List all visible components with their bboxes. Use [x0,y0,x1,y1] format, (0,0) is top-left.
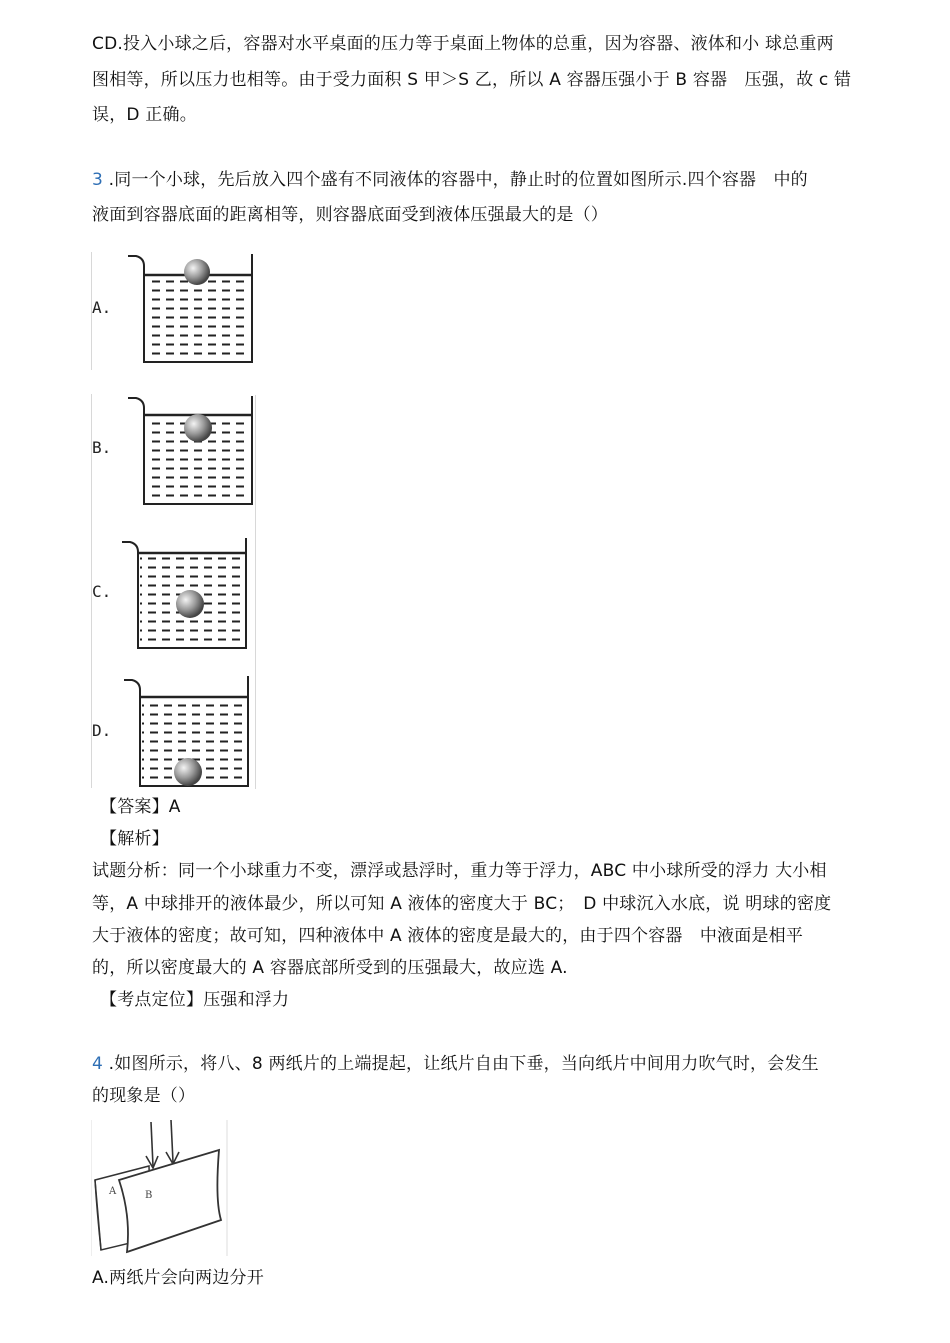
beaker-a-figure [122,250,257,370]
beaker-c-figure [118,536,253,652]
q3-analysis-title: 【解析】 [100,829,169,849]
q3-analysis-line-2: 等，A 中球排开的液体最少，所以可知 A 液体的密度大于 BC； D 中球沉入水底，说 明球的密度 [92,894,832,914]
q4-option-a: A.两纸片会向两边分开 [92,1268,264,1288]
q3-analysis-line-1: 试题分析：同一个小球重力不变，漂浮或悬浮时，重力等于浮力，ABC 中小球所受的浮力 大小相 [92,861,827,881]
prev-answer-line-2: 图相等，所以压力也相等。由于受力面积 S 甲＞S 乙，所以 A 容器压强小于 B 容器 压强，故 c 错 [92,70,852,90]
sheet-b-label: B [145,1190,153,1201]
q4-stem-line-1 [92,1052,819,1076]
q4-number: 4 [92,1054,104,1074]
q3-topic: 【考点定位】压强和浮力 [100,990,290,1010]
prev-answer-line-3: 误，D 正确。 [92,105,197,125]
sheet-a-label: A [109,1186,117,1197]
option-a-label: A. [92,298,112,317]
q3-answer: 【答案】A [100,797,181,817]
q3-analysis-line-3: 大于液体的密度；故可知，四种液体中 A 液体的密度是最大的，由于四个容器 中液面是相平 [92,926,804,946]
option-b-label: B. [92,438,112,457]
q4-stem-line-2: 的现象是（） [92,1086,196,1106]
paper-sheets-figure [91,1120,231,1258]
q3-stem-line-1 [92,168,808,192]
prev-answer-line-1: CD.投入小球之后，容器对水平桌面的压力等于桌面上物体的总重，因为容器、液体和小 球总重两 [92,34,834,54]
q3-number: 3 [92,170,104,190]
beaker-d-figure [120,674,255,792]
q3-analysis-line-4: 的，所以密度最大的 A 容器底部所受到的压强最大，故应选 A. [92,958,568,978]
q3-stem-line-2: 液面到容器底面的距离相等，则容器底面受到液体压强最大的是（） [92,205,608,225]
q4-stem-text: .如图所示，将八、8 两纸片的上端提起，让纸片自由下垂，当向纸片中间用力吹气时，会发生 [103,1054,819,1074]
option-c-label: C. [92,582,112,601]
beaker-b-figure [122,392,257,510]
q3-stem-text: .同一个小球，先后放入四个盛有不同液体的容器中，静止时的位置如图所示.四个容器 中的 [103,170,808,190]
option-d-label: D. [92,721,112,740]
